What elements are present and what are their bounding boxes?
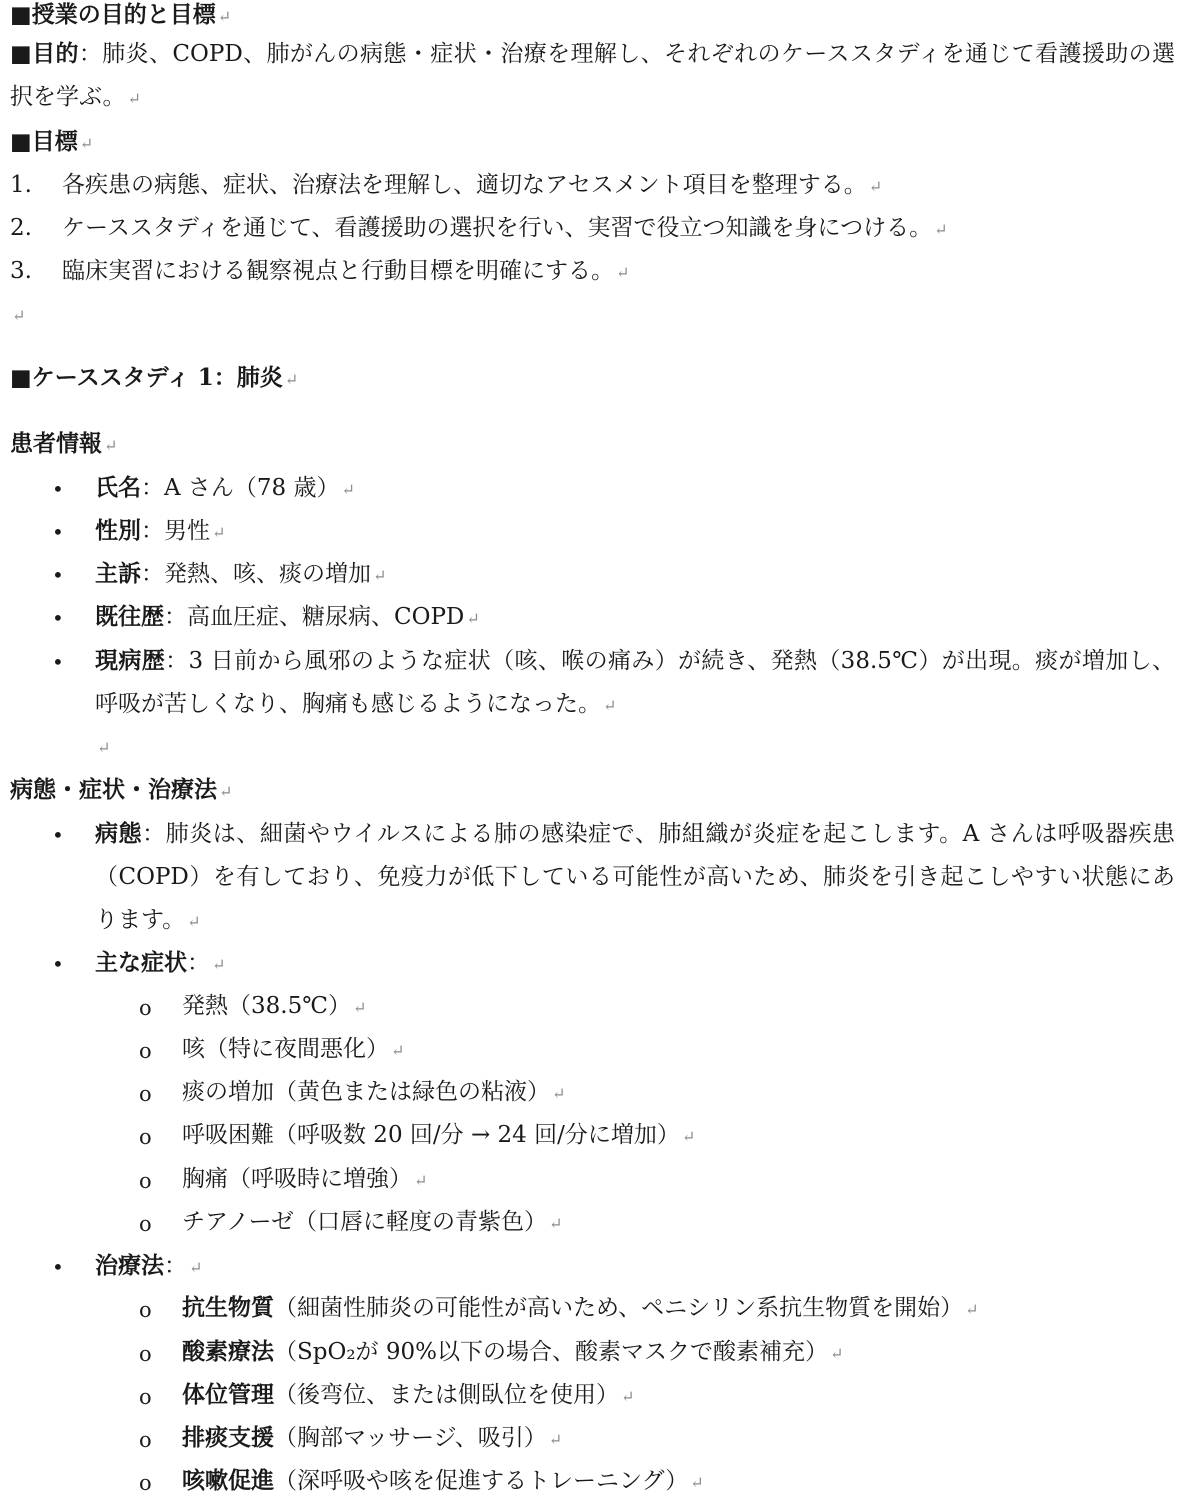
bullet: • bbox=[52, 563, 64, 587]
paragraph-mark: ↵ bbox=[549, 1214, 563, 1233]
sub-bullet: o bbox=[139, 1298, 152, 1322]
sub-bullet: o bbox=[139, 1471, 152, 1495]
sub-bullet: o bbox=[139, 1342, 152, 1366]
paragraph-mark: ↵ bbox=[965, 1300, 979, 1319]
paragraph-mark: ↵ bbox=[187, 912, 201, 931]
goal-item: 1. 各疾患の病態、症状、治療法を理解し、適切なアセスメント項目を整理する。 ↵ bbox=[10, 172, 883, 198]
case-study-heading: ■ケーススタディ 1：肺炎 ↵ bbox=[10, 364, 299, 391]
purpose-text: ：肺炎、COPD、肺がんの病態・症状・治療を理解し、それぞれのケーススタディを通じて看護援助の選択を学ぶ。 bbox=[10, 41, 1175, 110]
patient-info-item: 主訴：発熱、咳、痰の増加 ↵ bbox=[95, 560, 387, 587]
symptom-item: チアノーゼ（口唇に軽度の青紫色） ↵ bbox=[182, 1209, 563, 1235]
sub-bullet: o bbox=[139, 1082, 152, 1106]
paragraph-mark: ↵ bbox=[934, 220, 948, 239]
pathology-condition: 病態：肺炎は、細菌やウイルスによる肺の感染症で、肺組織が炎症を起こします。A さんは呼吸器疾患（COPD）を有しており、免疫力が低下している可能性が高いため、肺炎を引き起こしやすい状態にあります。 ↵ bbox=[95, 820, 1176, 933]
paragraph-mark: ↵ bbox=[217, 7, 232, 26]
paragraph-mark: ↵ bbox=[603, 696, 617, 715]
symptom-item: 発熱（38.5℃） ↵ bbox=[182, 993, 367, 1019]
paragraph-mark: ↵ bbox=[690, 1473, 704, 1492]
goal-item: 3. 臨床実習における観察視点と行動目標を明確にする。 ↵ bbox=[10, 258, 630, 284]
sub-bullet: o bbox=[139, 996, 152, 1020]
symptom-item: 痰の増加（黄色または緑色の粘液） ↵ bbox=[182, 1079, 566, 1105]
paragraph-mark: ↵ bbox=[352, 998, 367, 1017]
paragraph-mark: ↵ bbox=[212, 523, 226, 542]
paragraph-mark: ↵ bbox=[414, 1171, 428, 1190]
paragraph-mark: ↵ bbox=[284, 370, 299, 389]
symptoms-label: 主な症状： ↵ bbox=[95, 949, 226, 976]
purpose-paragraph bbox=[10, 32, 1175, 120]
paragraph-mark: ↵ bbox=[79, 134, 94, 153]
pathology-heading: 病態・症状・治療法 ↵ bbox=[10, 776, 233, 803]
paragraph-mark: ↵ bbox=[104, 436, 118, 455]
empty-paragraph bbox=[95, 731, 110, 763]
paragraph-mark: ↵ bbox=[212, 955, 226, 974]
patient-info-item: 氏名：A さん（78 歳） ↵ bbox=[95, 474, 355, 501]
symptom-item: 咳（特に夜間悪化） ↵ bbox=[182, 1036, 405, 1062]
bullet: • bbox=[52, 952, 64, 976]
symptom-item: 呼吸困難（呼吸数 20 回/分 → 24 回/分に増加） ↵ bbox=[182, 1122, 696, 1148]
bullet: • bbox=[52, 520, 64, 544]
paragraph-mark: ↵ bbox=[373, 566, 387, 585]
bullet: • bbox=[52, 606, 64, 630]
paragraph-mark: ↵ bbox=[830, 1344, 844, 1363]
treatment-item: 咳嗽促進（深呼吸や咳を促進するトレーニング） ↵ bbox=[182, 1467, 704, 1494]
sub-bullet: o bbox=[139, 1039, 152, 1063]
goals-label: ■目標 ↵ bbox=[10, 128, 94, 155]
sub-bullet: o bbox=[139, 1125, 152, 1149]
paragraph-mark: ↵ bbox=[621, 1387, 635, 1406]
sub-bullet: o bbox=[139, 1428, 152, 1452]
paragraph-mark: ↵ bbox=[97, 738, 111, 757]
treatment-item: 排痰支援（胸部マッサージ、吸引） ↵ bbox=[182, 1424, 563, 1451]
bullet: • bbox=[52, 650, 64, 674]
empty-paragraph bbox=[10, 299, 25, 331]
treatment-label: 治療法： ↵ bbox=[95, 1252, 203, 1279]
paragraph-mark: ↵ bbox=[681, 1127, 696, 1146]
bullet: • bbox=[52, 1255, 64, 1279]
treatment-item: 酸素療法（SpO₂が 90%以下の場合、酸素マスクで酸素補充） ↵ bbox=[182, 1338, 844, 1365]
patient-info-item: 現病歴：3 日前から風邪のような症状（咳、喉の痛み）が続き、発熱（38.5℃）が出現。痰が増加し、呼吸が苦しくなり、胸痛も感じるようになった。 ↵ bbox=[95, 647, 1175, 717]
paragraph-mark: ↵ bbox=[466, 609, 480, 628]
paragraph-mark: ↵ bbox=[616, 263, 630, 282]
sub-bullet: o bbox=[139, 1169, 152, 1193]
paragraph-mark: ↵ bbox=[391, 1041, 405, 1060]
paragraph-mark: ↵ bbox=[548, 1430, 563, 1449]
paragraph-mark: ↵ bbox=[12, 306, 26, 325]
treatment-item: 体位管理（後弯位、または側臥位を使用） ↵ bbox=[182, 1381, 635, 1408]
goal-item: 2. ケーススタディを通じて、看護援助の選択を行い、実習で役立つ知識を身につける。 ↵ bbox=[10, 215, 948, 241]
patient-info-heading: 患者情報 ↵ bbox=[10, 430, 118, 457]
symptom-item: 胸痛（呼吸時に増強） ↵ bbox=[182, 1166, 428, 1192]
bullet: • bbox=[52, 477, 64, 501]
goal-number: 3. bbox=[10, 258, 32, 284]
purpose-label: ■目的 bbox=[10, 40, 79, 67]
paragraph-mark: ↵ bbox=[127, 89, 141, 108]
sub-bullet: o bbox=[139, 1212, 152, 1236]
paragraph-mark: ↵ bbox=[868, 177, 883, 196]
bullet: • bbox=[52, 823, 64, 847]
paragraph-mark: ↵ bbox=[219, 782, 233, 801]
paragraph-mark: ↵ bbox=[552, 1084, 566, 1103]
paragraph-mark: ↵ bbox=[189, 1258, 203, 1277]
treatment-item: 抗生物質（細菌性肺炎の可能性が高いため、ペニシリン系抗生物質を開始） ↵ bbox=[182, 1294, 979, 1321]
sub-bullet: o bbox=[139, 1385, 152, 1409]
patient-info-item: 性別：男性 ↵ bbox=[95, 517, 226, 544]
paragraph-mark: ↵ bbox=[341, 480, 355, 499]
section-title: ■授業の目的と目標 ↵ bbox=[10, 1, 232, 28]
goal-number: 2. bbox=[10, 215, 32, 241]
patient-info-item: 既往歴：高血圧症、糖尿病、COPD ↵ bbox=[95, 603, 480, 630]
goal-number: 1. bbox=[10, 172, 32, 198]
